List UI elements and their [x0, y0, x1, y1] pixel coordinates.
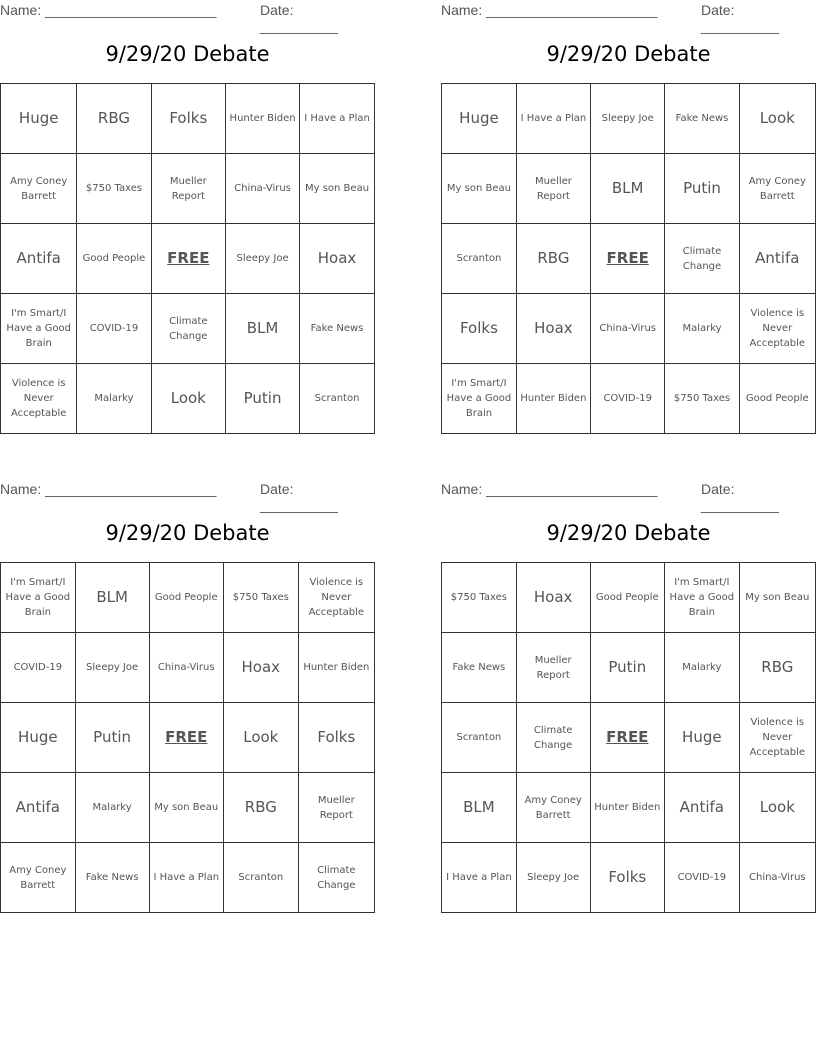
card-title: 9/29/20 Debate	[546, 521, 711, 545]
bingo-row	[442, 294, 816, 364]
date-label: Date: __________	[260, 481, 338, 513]
bingo-cell: Antifa	[664, 773, 739, 843]
bingo-grid	[441, 83, 816, 434]
bingo-cell: Sleepy Joe	[590, 84, 665, 154]
bingo-cell: Climate Change	[151, 294, 226, 364]
bingo-row	[442, 224, 816, 294]
name-label: Name: ______________________	[441, 2, 658, 18]
name-label: Name: ______________________	[0, 481, 217, 497]
bingo-cell: Sleepy Joe	[516, 843, 590, 913]
bingo-cell: Malarky	[75, 773, 149, 843]
bingo-cell: Hunter Biden	[590, 773, 664, 843]
date-label: Date: __________	[701, 481, 779, 513]
bingo-cell: Folks	[151, 84, 226, 154]
card-header	[0, 479, 375, 513]
bingo-cell: Fake News	[442, 633, 517, 703]
bingo-cell: I Have a Plan	[516, 84, 590, 154]
card-header	[0, 0, 375, 34]
card-header	[441, 479, 816, 513]
bingo-cell: Climate Change	[516, 703, 590, 773]
bingo-cell: Good People	[149, 563, 223, 633]
bingo-cell: Malarky	[665, 294, 739, 364]
bingo-cell: My son Beau	[149, 773, 223, 843]
bingo-cell: Scranton	[442, 703, 517, 773]
bingo-cell: RBG	[516, 224, 590, 294]
free-space-cell: FREE	[149, 703, 223, 773]
bingo-cell: Violence is Never Acceptable	[298, 563, 374, 633]
bingo-row	[1, 563, 375, 633]
bingo-cell: Mueller Report	[516, 154, 590, 224]
bingo-row	[1, 633, 375, 703]
bingo-cell: Hunter Biden	[516, 364, 590, 434]
bingo-cell: BLM	[590, 154, 665, 224]
bingo-cell: RBG	[77, 84, 151, 154]
bingo-cell: Sleepy Joe	[226, 224, 300, 294]
bingo-cell: Amy Coney Barrett	[739, 154, 815, 224]
name-label: Name: ______________________	[441, 481, 658, 497]
bingo-cell: My son Beau	[739, 563, 815, 633]
bingo-cell: BLM	[442, 773, 517, 843]
bingo-cell: China-Virus	[226, 154, 300, 224]
bingo-cell: Mueller Report	[516, 633, 590, 703]
bingo-cell: Scranton	[442, 224, 517, 294]
bingo-row	[1, 703, 375, 773]
bingo-row	[442, 563, 816, 633]
bingo-cell: China-Virus	[590, 294, 665, 364]
bingo-grid	[0, 83, 375, 434]
bingo-cell: I'm Smart/I Have a Good Brain	[664, 563, 739, 633]
bingo-cell: Violence is Never Acceptable	[739, 703, 815, 773]
bingo-row	[442, 633, 816, 703]
bingo-row	[442, 84, 816, 154]
bingo-cell: $750 Taxes	[442, 563, 517, 633]
bingo-row	[1, 294, 375, 364]
free-space-cell: FREE	[590, 703, 664, 773]
bingo-cell: Look	[739, 773, 815, 843]
bingo-cell: Antifa	[1, 773, 76, 843]
bingo-cell: Climate Change	[665, 224, 739, 294]
bingo-cell: Violence is Never Acceptable	[1, 364, 77, 434]
bingo-cell: I Have a Plan	[442, 843, 517, 913]
bingo-cell: Folks	[298, 703, 374, 773]
bingo-cell: China-Virus	[739, 843, 815, 913]
card-header	[441, 0, 816, 34]
bingo-cell: I Have a Plan	[300, 84, 375, 154]
bingo-cell: COVID-19	[77, 294, 151, 364]
bingo-cell: COVID-19	[590, 364, 665, 434]
bingo-cell: RBG	[739, 633, 815, 703]
bingo-row	[1, 224, 375, 294]
card-title: 9/29/20 Debate	[546, 42, 711, 66]
date-label: Date: __________	[701, 2, 779, 34]
name-label: Name: ______________________	[0, 2, 217, 18]
bingo-cell: Scranton	[300, 364, 375, 434]
bingo-cell: Look	[151, 364, 226, 434]
bingo-row	[442, 703, 816, 773]
bingo-cell: China-Virus	[149, 633, 223, 703]
bingo-row	[442, 154, 816, 224]
bingo-grid	[441, 562, 816, 913]
bingo-cell: Huge	[1, 703, 76, 773]
bingo-cell: Hunter Biden	[226, 84, 300, 154]
bingo-cell: $750 Taxes	[665, 364, 739, 434]
bingo-cell: Malarky	[664, 633, 739, 703]
bingo-cell: I'm Smart/I Have a Good Brain	[1, 294, 77, 364]
bingo-row	[442, 773, 816, 843]
bingo-cell: Putin	[226, 364, 300, 434]
bingo-cell: Hoax	[516, 294, 590, 364]
bingo-cell: Putin	[665, 154, 739, 224]
bingo-cell: Hoax	[516, 563, 590, 633]
bingo-cell: Antifa	[1, 224, 77, 294]
bingo-row	[1, 84, 375, 154]
bingo-cell: Huge	[442, 84, 517, 154]
bingo-cell: $750 Taxes	[77, 154, 151, 224]
bingo-cell: My son Beau	[300, 154, 375, 224]
bingo-cell: Hoax	[223, 633, 298, 703]
bingo-cell: Good People	[590, 563, 664, 633]
bingo-cell: Hoax	[300, 224, 375, 294]
card-title: 9/29/20 Debate	[105, 521, 270, 545]
bingo-cell: Huge	[1, 84, 77, 154]
bingo-cell: Antifa	[739, 224, 815, 294]
bingo-cell: Look	[223, 703, 298, 773]
bingo-cell: Folks	[590, 843, 664, 913]
bingo-cell: COVID-19	[664, 843, 739, 913]
bingo-cell: Amy Coney Barrett	[1, 843, 76, 913]
bingo-cell: BLM	[226, 294, 300, 364]
bingo-cell: $750 Taxes	[223, 563, 298, 633]
bingo-cell: Mueller Report	[151, 154, 226, 224]
bingo-cell: Putin	[590, 633, 664, 703]
bingo-row	[1, 773, 375, 843]
bingo-cell: Putin	[75, 703, 149, 773]
bingo-row	[442, 843, 816, 913]
bingo-cell: COVID-19	[1, 633, 76, 703]
bingo-cell: Fake News	[300, 294, 375, 364]
bingo-cell: RBG	[223, 773, 298, 843]
bingo-cell: Malarky	[77, 364, 151, 434]
bingo-cell: Sleepy Joe	[75, 633, 149, 703]
bingo-cell: Fake News	[75, 843, 149, 913]
bingo-cell: Mueller Report	[298, 773, 374, 843]
bingo-cell: Amy Coney Barrett	[516, 773, 590, 843]
bingo-cell: Good People	[77, 224, 151, 294]
bingo-cell: BLM	[75, 563, 149, 633]
bingo-row	[1, 364, 375, 434]
bingo-cell: Violence is Never Acceptable	[739, 294, 815, 364]
bingo-cell: I'm Smart/I Have a Good Brain	[442, 364, 517, 434]
bingo-cell: I'm Smart/I Have a Good Brain	[1, 563, 76, 633]
date-label: Date: __________	[260, 2, 338, 34]
bingo-cell: Good People	[739, 364, 815, 434]
bingo-cell: Hunter Biden	[298, 633, 374, 703]
bingo-cell: Amy Coney Barrett	[1, 154, 77, 224]
bingo-cell: Fake News	[665, 84, 739, 154]
bingo-grid	[0, 562, 375, 913]
bingo-cell: Look	[739, 84, 815, 154]
bingo-row	[1, 154, 375, 224]
bingo-cell: Climate Change	[298, 843, 374, 913]
bingo-cell: Folks	[442, 294, 517, 364]
free-space-cell: FREE	[151, 224, 226, 294]
card-title: 9/29/20 Debate	[105, 42, 270, 66]
bingo-cell: Huge	[664, 703, 739, 773]
bingo-row	[442, 364, 816, 434]
bingo-cell: I Have a Plan	[149, 843, 223, 913]
bingo-cell: My son Beau	[442, 154, 517, 224]
free-space-cell: FREE	[590, 224, 665, 294]
bingo-cell: Scranton	[223, 843, 298, 913]
bingo-row	[1, 843, 375, 913]
